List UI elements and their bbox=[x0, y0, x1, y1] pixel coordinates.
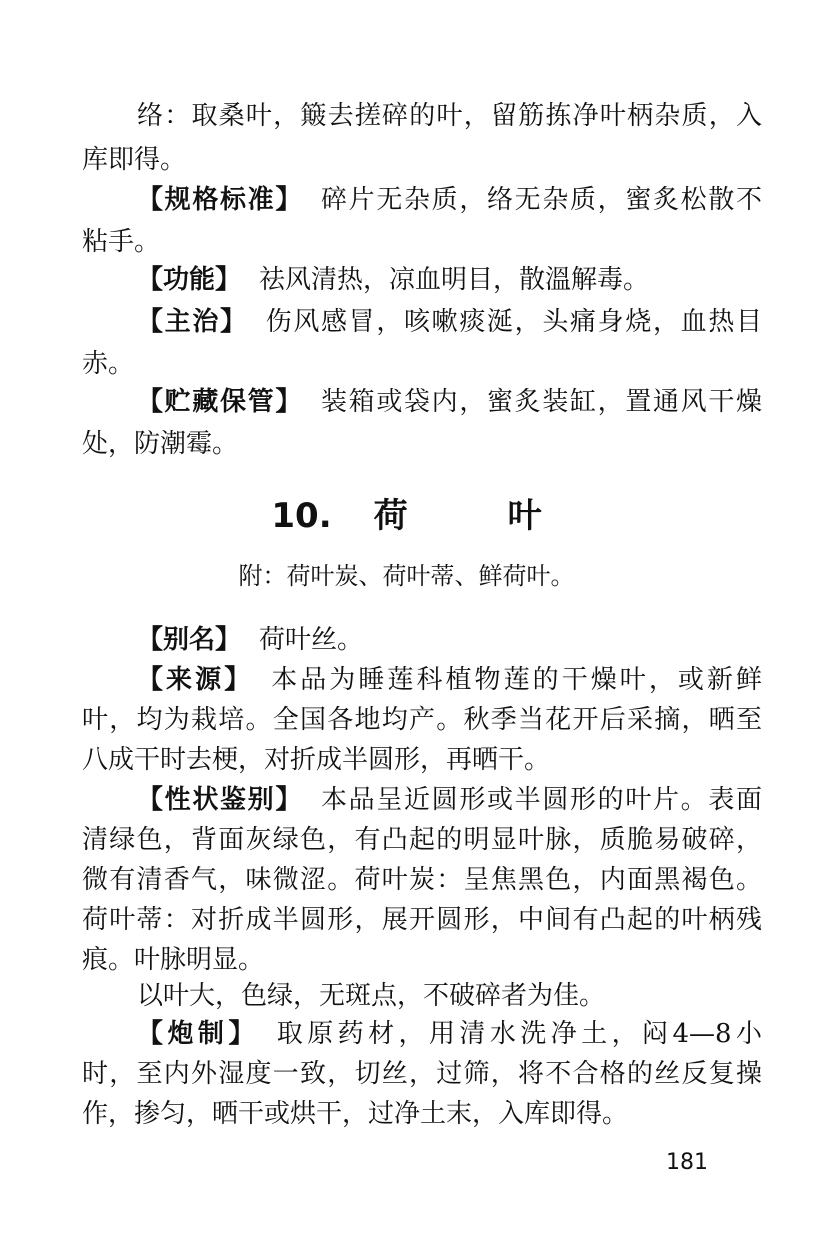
treatment-paragraph: 【主治】 伤风感冒，咳嗽痰涎，头痛身烧，血热目 bbox=[137, 307, 762, 337]
text-line: 络：取桑叶，簸去搓碎的叶，留筋拣净叶柄杂质，入 bbox=[137, 101, 762, 131]
identification-paragraph: 【性状鉴别】 本品呈近圆形或半圆形的叶片。表面 bbox=[137, 785, 762, 815]
spec-paragraph: 【规格标准】 碎片无杂质，络无杂质，蜜炙松散不 bbox=[137, 185, 762, 215]
text-line: 时，至内外湿度一致，切丝，过筛，将不合格的丝反复操 bbox=[82, 1059, 762, 1089]
source-paragraph: 【来源】 本品为睡莲科植物莲的干燥叶，或新鲜 bbox=[137, 665, 762, 695]
section-title-char: 叶 bbox=[507, 496, 542, 536]
text-line: 作，掺匀，晒干或烘干，过净土末，入库即得。 bbox=[82, 1099, 629, 1129]
identification-label: 【性状鉴别】 bbox=[137, 785, 303, 815]
text-line: 清绿色，背面灰绿色，有凸起的明显叶脉，质脆易破碎， bbox=[82, 825, 762, 855]
text-line: 粘手。 bbox=[82, 227, 161, 257]
text-line: 痕。叶脉明显。 bbox=[82, 945, 265, 975]
function-label: 【功能】 bbox=[137, 265, 242, 295]
section-title bbox=[0, 494, 813, 538]
source-label: 【来源】 bbox=[137, 665, 254, 695]
text-line: 赤。 bbox=[82, 349, 135, 379]
text-line: 库即得。 bbox=[82, 145, 187, 175]
text-line: 微有清香气，味微涩。荷叶炭：呈焦黑色，内面黑褐色。 bbox=[82, 865, 762, 895]
spec-label: 【规格标准】 bbox=[137, 185, 303, 215]
processing-paragraph: 【炮制】 取原药材，用清水洗净土，闷4—8小 bbox=[137, 1019, 762, 1049]
text-line: 处，防潮霉。 bbox=[82, 429, 239, 459]
section-title-char: 荷 bbox=[373, 496, 408, 536]
text-line: 荷叶蒂：对折成半圆形，展开圆形，中间有凸起的叶柄残 bbox=[82, 905, 762, 935]
alias-paragraph: 【别名】 荷叶丝。 bbox=[137, 625, 364, 655]
quality-paragraph: 以叶大，色绿，无斑点，不破碎者为佳。 bbox=[137, 981, 606, 1011]
alias-label: 【别名】 bbox=[137, 625, 242, 655]
appendix-note: 附：荷叶炭、荷叶蒂、鲜荷叶。 bbox=[238, 562, 575, 590]
section-number: 10. bbox=[271, 496, 332, 536]
text-line: 叶，均为栽培。全国各地均产。秋季当花开后采摘，晒至 bbox=[82, 705, 762, 735]
function-paragraph: 【功能】 祛风清热，凉血明目，散溫解毒。 bbox=[137, 265, 650, 295]
processing-label: 【炮制】 bbox=[137, 1019, 259, 1049]
treatment-label: 【主治】 bbox=[137, 307, 248, 337]
text-line: 八成干时去梗，对折成半圆形，再晒干。 bbox=[82, 745, 551, 775]
storage-label: 【贮藏保管】 bbox=[137, 387, 303, 417]
page-number: 181 bbox=[666, 1150, 708, 1175]
storage-paragraph: 【贮藏保管】 装箱或袋内，蜜炙装缸，置通风干燥 bbox=[137, 387, 762, 417]
